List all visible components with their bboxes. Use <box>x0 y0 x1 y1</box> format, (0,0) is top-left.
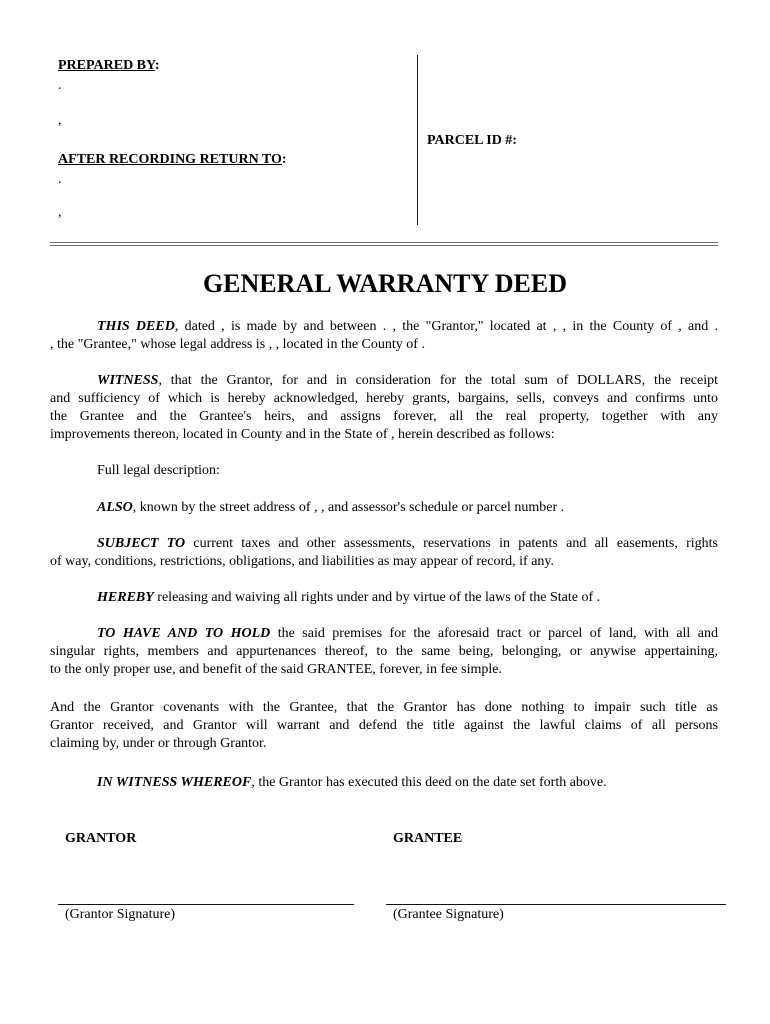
paragraph-line <box>50 499 718 517</box>
grantee-signature-line <box>386 904 726 905</box>
grantor-signature-line <box>58 904 354 905</box>
paragraph-lead: SUBJECT TO <box>97 536 186 551</box>
paragraph-text: , the Grantor has executed this deed on the date set forth above. <box>251 775 607 790</box>
paragraph-line: singular rights, members and appurtenances thereof, to the same being, belonging, or anywise appertaining, <box>50 644 718 659</box>
paragraph-lead: HEREBY <box>97 590 154 605</box>
paragraph-lead: TO HAVE AND TO HOLD <box>97 626 271 641</box>
return-to-line-1: . <box>58 172 62 187</box>
grantee-label: GRANTEE <box>393 831 463 846</box>
paragraph-covenants <box>50 699 718 753</box>
paragraph-lead: IN WITNESS WHEREOF <box>97 775 252 790</box>
paragraph-text: , that the Grantor, for and in consideration for the total sum of DOLLARS, the receipt <box>158 373 718 388</box>
paragraph-text: , dated , is made by and between . , the "Grantor," located at , , in the County of , and . <box>174 319 718 334</box>
return-to-heading <box>58 152 287 168</box>
parcel-id-label: PARCEL ID #: <box>427 133 517 148</box>
paragraph-line: and sufficiency of which is hereby acknowledged, hereby grants, bargains, sells, conveys and confirms unto <box>50 391 718 406</box>
paragraph-also <box>50 499 718 517</box>
paragraph-line <box>50 372 718 390</box>
paragraph-line: claiming by, under or through Grantor. <box>50 736 267 751</box>
prepared-by-colon: : <box>154 58 160 73</box>
return-to-line-2: , <box>58 205 62 220</box>
paragraph-text: releasing and waiving all rights under and by virtue of the laws of the State of . <box>153 590 601 605</box>
document-title: GENERAL WARRANTY DEED <box>202 269 568 298</box>
paragraph-line <box>50 589 718 607</box>
prepared-by-line-1: . <box>58 78 62 93</box>
paragraph-lead: WITNESS <box>97 373 159 388</box>
paragraph-hereby <box>50 589 718 607</box>
paragraph-line <box>50 318 718 336</box>
paragraph-habendum <box>50 625 718 679</box>
paragraph-text: , known by the street address of , , and assessor's schedule or parcel number . <box>132 500 565 515</box>
paragraph-line: improvements thereon, located in County and in the State of , herein described as follows: <box>50 427 555 442</box>
paragraph-text: the said premises for the aforesaid tract or parcel of land, with all and <box>270 626 718 641</box>
paragraph-line: And the Grantor covenants with the Grantee, that the Grantor has done nothing to impair such title as <box>50 700 718 715</box>
paragraph-lead: THIS DEED <box>97 319 175 334</box>
prepared-by-label: PREPARED BY <box>58 58 155 73</box>
paragraph-line: the Grantee and the Grantee's heirs, and assigns forever, all the real property, together with any <box>50 409 718 424</box>
paragraph-line <box>50 774 718 792</box>
grantee-signature-caption: (Grantee Signature) <box>393 907 504 922</box>
paragraph-line: Full legal description: <box>97 463 220 478</box>
paragraph-lead: ALSO <box>97 500 133 515</box>
paragraph-witness <box>50 372 718 444</box>
paragraph-in-witness <box>50 774 718 792</box>
paragraph-this-deed <box>50 318 718 354</box>
paragraph-text: current taxes and other assessments, reservations in patents and all easements, rights <box>185 536 718 551</box>
paragraph-line: Grantor received, and Grantor will warrant and defend the title against the lawful claims of all persons <box>50 718 718 733</box>
grantor-label: GRANTOR <box>65 831 137 846</box>
prepared-by-heading <box>58 58 160 74</box>
paragraph-line <box>50 535 718 553</box>
paragraph-subject-to <box>50 535 718 571</box>
header-double-rule <box>50 242 718 246</box>
grantor-signature-caption: (Grantor Signature) <box>65 907 176 922</box>
paragraph-line <box>50 625 718 643</box>
paragraph-legal-description <box>50 462 718 480</box>
header-vertical-divider <box>417 55 418 225</box>
prepared-by-line-2: , <box>58 113 62 128</box>
return-to-colon: : <box>281 152 287 167</box>
return-to-label: AFTER RECORDING RETURN TO <box>58 152 282 167</box>
paragraph-line: of way, conditions, restrictions, obligations, and liabilities as may appear of record, if any. <box>50 554 554 569</box>
paragraph-line: to the only proper use, and benefit of the said GRANTEE, forever, in fee simple. <box>50 662 502 677</box>
paragraph-line: , the "Grantee," whose legal address is , , located in the County of . <box>50 337 425 352</box>
